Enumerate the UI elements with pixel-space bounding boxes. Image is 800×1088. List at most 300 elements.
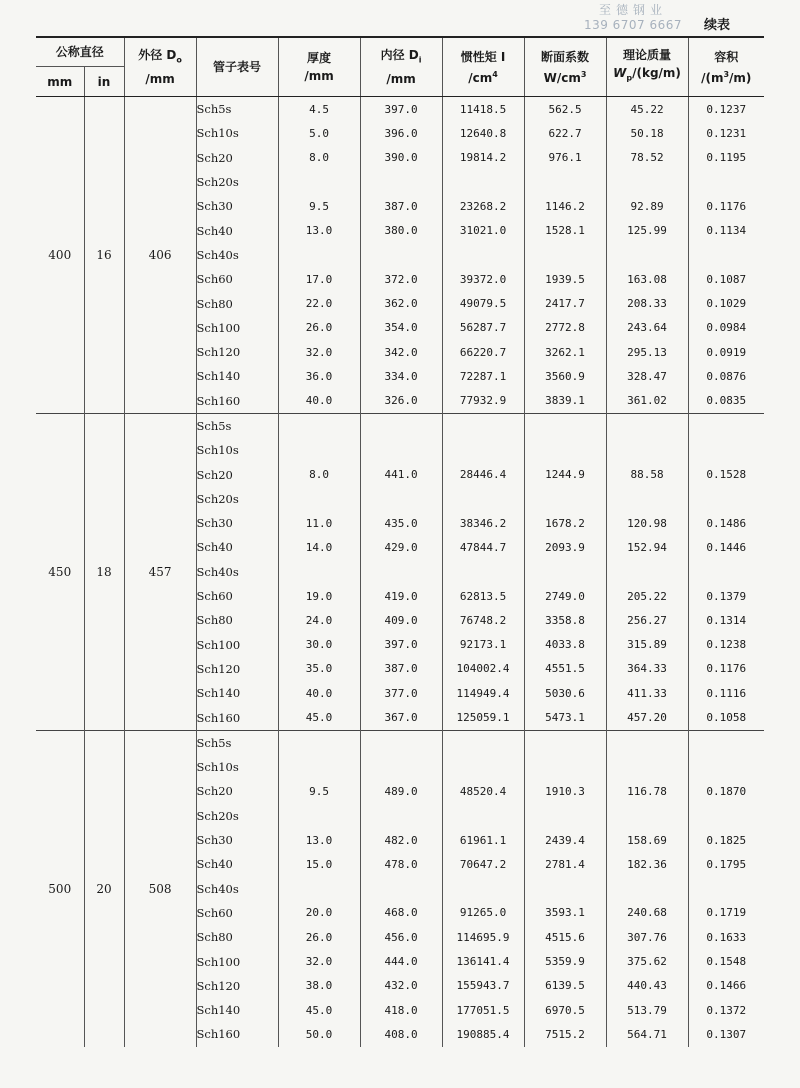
volume-cell: 0.1379 (688, 584, 764, 608)
schedule-cell: Sch30 (196, 511, 278, 535)
schedule-cell: Sch140 (196, 998, 278, 1022)
thickness-cell (278, 804, 360, 828)
inner-diameter-cell: 397.0 (360, 97, 442, 122)
section-modulus-cell (524, 243, 606, 267)
mass-cell (606, 413, 688, 438)
section-modulus-cell (524, 438, 606, 462)
volume-cell: 0.1307 (688, 1022, 764, 1046)
section-modulus-cell (524, 755, 606, 779)
schedule-cell: Sch80 (196, 608, 278, 632)
inner-diameter-cell (360, 877, 442, 901)
mass-cell: 50.18 (606, 121, 688, 145)
mass-cell (606, 243, 688, 267)
inertia-cell: 62813.5 (442, 584, 524, 608)
nominal-in-cell: 16 (84, 97, 124, 414)
section-modulus-cell: 3839.1 (524, 389, 606, 414)
thickness-cell: 35.0 (278, 657, 360, 681)
thickness-cell (278, 487, 360, 511)
watermark (568, 2, 698, 33)
nominal-mm-cell: 500 (36, 730, 84, 1046)
mm-header: mm (36, 67, 84, 97)
inner-diameter-cell: 444.0 (360, 949, 442, 973)
mass-cell: 125.99 (606, 218, 688, 242)
inertia-cell (442, 243, 524, 267)
mass-cell: 205.22 (606, 584, 688, 608)
schedule-cell: Sch60 (196, 901, 278, 925)
mass-cell: 328.47 (606, 364, 688, 388)
section-modulus-cell: 976.1 (524, 146, 606, 170)
mass-cell (606, 877, 688, 901)
schedule-cell: Sch40s (196, 560, 278, 584)
volume-cell: 0.0984 (688, 316, 764, 340)
inertia-cell: 114695.9 (442, 925, 524, 949)
inertia-cell: 49079.5 (442, 291, 524, 315)
inner-diameter-cell: 396.0 (360, 121, 442, 145)
inertia-cell: 61961.1 (442, 828, 524, 852)
section-modulus-cell: 2781.4 (524, 852, 606, 876)
volume-cell: 0.1231 (688, 121, 764, 145)
inner-diameter-cell: 342.0 (360, 340, 442, 364)
inertia-cell: 114949.4 (442, 681, 524, 705)
thickness-cell (278, 438, 360, 462)
thickness-cell: 15.0 (278, 852, 360, 876)
section-modulus-cell: 2417.7 (524, 291, 606, 315)
schedule-cell: Sch120 (196, 340, 278, 364)
mass-cell: 315.89 (606, 633, 688, 657)
inertia-cell: 76748.2 (442, 608, 524, 632)
inertia-cell (442, 730, 524, 755)
thickness-cell: 11.0 (278, 511, 360, 535)
inner-diameter-cell (360, 755, 442, 779)
in-header: in (84, 67, 124, 97)
schedule-cell: Sch20s (196, 170, 278, 194)
section-modulus-cell: 2772.8 (524, 316, 606, 340)
schedule-cell: Sch100 (196, 316, 278, 340)
thickness-cell: 40.0 (278, 389, 360, 414)
volume-cell (688, 438, 764, 462)
schedule-cell: Sch10s (196, 121, 278, 145)
mass-cell: 240.68 (606, 901, 688, 925)
inertia-cell (442, 438, 524, 462)
section-modulus-cell: 1146.2 (524, 194, 606, 218)
section-modulus-cell: 3262.1 (524, 340, 606, 364)
inertia-cell: 190885.4 (442, 1022, 524, 1046)
thickness-cell: 19.0 (278, 584, 360, 608)
inner-diameter-cell: 334.0 (360, 364, 442, 388)
mass-cell: 364.33 (606, 657, 688, 681)
inner-diameter-cell (360, 413, 442, 438)
pipe-spec-table (36, 36, 764, 1047)
volume-cell (688, 170, 764, 194)
mass-cell: 163.08 (606, 267, 688, 291)
schedule-cell: Sch5s (196, 97, 278, 122)
mass-cell (606, 804, 688, 828)
volume-cell (688, 560, 764, 584)
schedule-cell: Sch30 (196, 828, 278, 852)
mass-cell: 513.79 (606, 998, 688, 1022)
volume-cell: 0.1195 (688, 146, 764, 170)
volume-cell: 0.1446 (688, 535, 764, 559)
schedule-cell: Sch60 (196, 584, 278, 608)
thickness-cell: 38.0 (278, 974, 360, 998)
inner-diameter-cell: 372.0 (360, 267, 442, 291)
inner-diameter-cell: 387.0 (360, 657, 442, 681)
thickness-cell (278, 877, 360, 901)
table-row (36, 413, 764, 438)
table-row (36, 730, 764, 755)
thickness-cell: 14.0 (278, 535, 360, 559)
schedule-cell: Sch140 (196, 681, 278, 705)
mass-cell (606, 730, 688, 755)
inertia-cell (442, 560, 524, 584)
schedule-cell: Sch40 (196, 535, 278, 559)
inner-diameter-cell (360, 730, 442, 755)
thickness-cell: 50.0 (278, 1022, 360, 1046)
volume-cell: 0.1548 (688, 949, 764, 973)
section-modulus-cell (524, 877, 606, 901)
inner-diameter-cell: 377.0 (360, 681, 442, 705)
inner-diameter-cell: 367.0 (360, 705, 442, 730)
inertia-cell (442, 877, 524, 901)
inertia-cell (442, 487, 524, 511)
inner-diameter-cell: 441.0 (360, 462, 442, 486)
volume-cell (688, 755, 764, 779)
nominal-mm-cell: 450 (36, 413, 84, 730)
schedule-cell: Sch80 (196, 925, 278, 949)
volume-cell: 0.0876 (688, 364, 764, 388)
schedule-cell: Sch140 (196, 364, 278, 388)
section-modulus-cell: 4515.6 (524, 925, 606, 949)
schedule-cell: Sch100 (196, 949, 278, 973)
inertia-cell: 125059.1 (442, 705, 524, 730)
mass-cell: 411.33 (606, 681, 688, 705)
section-modulus-cell: 1910.3 (524, 779, 606, 803)
schedule-cell: Sch120 (196, 657, 278, 681)
volume-cell: 0.1237 (688, 97, 764, 122)
schedule-cell: Sch20 (196, 146, 278, 170)
section-modulus-cell: 4551.5 (524, 657, 606, 681)
inner-diameter-cell: 418.0 (360, 998, 442, 1022)
volume-cell: 0.0835 (688, 389, 764, 414)
mass-cell: 457.20 (606, 705, 688, 730)
mass-cell: 564.71 (606, 1022, 688, 1046)
inertia-cell: 47844.7 (442, 535, 524, 559)
inertia-cell: 77932.9 (442, 389, 524, 414)
mass-cell: 88.58 (606, 462, 688, 486)
inertia-cell (442, 804, 524, 828)
thickness-cell: 32.0 (278, 340, 360, 364)
inertia-cell: 91265.0 (442, 901, 524, 925)
mass-cell: 243.64 (606, 316, 688, 340)
volume-cell: 0.1029 (688, 291, 764, 315)
thickness-cell: 13.0 (278, 828, 360, 852)
mass-cell: 440.43 (606, 974, 688, 998)
continued-label: 续表 (704, 18, 731, 33)
inner-diameter-cell: 326.0 (360, 389, 442, 414)
volume-cell (688, 243, 764, 267)
section-modulus-cell: 1528.1 (524, 218, 606, 242)
thickness-cell: 4.5 (278, 97, 360, 122)
mass-cell: 152.94 (606, 535, 688, 559)
inertia-cell (442, 413, 524, 438)
thickness-cell: 45.0 (278, 998, 360, 1022)
mass-cell (606, 755, 688, 779)
schedule-cell: Sch40 (196, 852, 278, 876)
outer-diameter-cell: 457 (124, 413, 196, 730)
section-modulus-cell: 6970.5 (524, 998, 606, 1022)
inertia-header: 惯性矩 I $/cm^4$ (442, 37, 524, 97)
volume-cell: 0.1825 (688, 828, 764, 852)
mass-cell: 307.76 (606, 925, 688, 949)
schedule-cell: Sch5s (196, 413, 278, 438)
inner-diameter-cell (360, 243, 442, 267)
thickness-cell: 22.0 (278, 291, 360, 315)
section-modulus-cell: 3560.9 (524, 364, 606, 388)
volume-cell: 0.1633 (688, 925, 764, 949)
section-modulus-cell: 3358.8 (524, 608, 606, 632)
inner-diameter-cell (360, 170, 442, 194)
thickness-cell: 45.0 (278, 705, 360, 730)
inner-diameter-cell (360, 804, 442, 828)
inertia-cell: 104002.4 (442, 657, 524, 681)
inner-diameter-cell: 435.0 (360, 511, 442, 535)
inner-diameter-cell: 419.0 (360, 584, 442, 608)
volume-cell: 0.1058 (688, 705, 764, 730)
schedule-header: 管子表号 (196, 37, 278, 97)
thickness-cell (278, 243, 360, 267)
thickness-header: 厚度 /mm (278, 37, 360, 97)
table-body (36, 97, 764, 1047)
inner-diameter-cell (360, 487, 442, 511)
inertia-cell: 155943.7 (442, 974, 524, 998)
inertia-cell (442, 755, 524, 779)
inertia-cell: 38346.2 (442, 511, 524, 535)
mass-cell: 78.52 (606, 146, 688, 170)
volume-cell (688, 413, 764, 438)
section-modulus-header: 断面系数 $W/cm^3$ (524, 37, 606, 97)
inner-diameter-cell: 456.0 (360, 925, 442, 949)
schedule-cell: Sch20s (196, 487, 278, 511)
outer-diameter-header: 外径 $D_o$ /mm (124, 37, 196, 97)
thickness-cell: 17.0 (278, 267, 360, 291)
watermark-company: 至德钢业 (598, 3, 667, 17)
volume-cell: 0.1176 (688, 657, 764, 681)
table-row (36, 97, 764, 122)
volume-cell: 0.1372 (688, 998, 764, 1022)
inner-diameter-cell (360, 560, 442, 584)
mass-cell: 361.02 (606, 389, 688, 414)
schedule-cell: Sch120 (196, 974, 278, 998)
schedule-cell: Sch60 (196, 267, 278, 291)
section-modulus-cell: 2093.9 (524, 535, 606, 559)
section-modulus-cell (524, 804, 606, 828)
inertia-cell: 177051.5 (442, 998, 524, 1022)
nominal-in-cell: 20 (84, 730, 124, 1046)
volume-cell: 0.1870 (688, 779, 764, 803)
schedule-cell: Sch30 (196, 194, 278, 218)
section-modulus-cell: 7515.2 (524, 1022, 606, 1046)
mass-cell (606, 438, 688, 462)
mass-cell: 295.13 (606, 340, 688, 364)
thickness-cell: 36.0 (278, 364, 360, 388)
section-modulus-cell (524, 170, 606, 194)
mass-cell: 208.33 (606, 291, 688, 315)
inner-diameter-cell (360, 438, 442, 462)
outer-diameter-cell: 406 (124, 97, 196, 414)
inner-diameter-cell: 409.0 (360, 608, 442, 632)
mass-cell (606, 487, 688, 511)
volume-cell: 0.1719 (688, 901, 764, 925)
inertia-cell: 11418.5 (442, 97, 524, 122)
volume-cell: 0.1087 (688, 267, 764, 291)
table-header (36, 37, 764, 97)
thickness-cell (278, 413, 360, 438)
inner-diameter-cell: 397.0 (360, 633, 442, 657)
inner-diameter-cell: 387.0 (360, 194, 442, 218)
mass-header: 理论质量 $W_p/(kg/m)$ (606, 37, 688, 97)
section-modulus-cell: 2439.4 (524, 828, 606, 852)
volume-cell: 0.1528 (688, 462, 764, 486)
thickness-cell: 13.0 (278, 218, 360, 242)
schedule-cell: Sch10s (196, 755, 278, 779)
mass-cell: 158.69 (606, 828, 688, 852)
thickness-cell (278, 560, 360, 584)
schedule-cell: Sch80 (196, 291, 278, 315)
inner-diameter-header: 内径 $D_i$ /mm (360, 37, 442, 97)
inner-diameter-cell: 432.0 (360, 974, 442, 998)
section-modulus-cell: 5030.6 (524, 681, 606, 705)
volume-cell (688, 730, 764, 755)
schedule-cell: Sch40s (196, 877, 278, 901)
inertia-cell: 31021.0 (442, 218, 524, 242)
volume-header: 容积 $/(m^3/m)$ (688, 37, 764, 97)
section-modulus-cell: 622.7 (524, 121, 606, 145)
inertia-cell: 56287.7 (442, 316, 524, 340)
schedule-cell: Sch20s (196, 804, 278, 828)
schedule-cell: Sch100 (196, 633, 278, 657)
inner-diameter-cell: 429.0 (360, 535, 442, 559)
section-modulus-cell: 6139.5 (524, 974, 606, 998)
inner-diameter-cell: 478.0 (360, 852, 442, 876)
inertia-cell: 66220.7 (442, 340, 524, 364)
schedule-cell: Sch10s (196, 438, 278, 462)
thickness-cell: 8.0 (278, 146, 360, 170)
section-modulus-cell: 5359.9 (524, 949, 606, 973)
schedule-cell: Sch160 (196, 389, 278, 414)
schedule-cell: Sch40s (196, 243, 278, 267)
section-modulus-cell (524, 487, 606, 511)
inner-diameter-cell: 362.0 (360, 291, 442, 315)
thickness-cell: 26.0 (278, 925, 360, 949)
inertia-cell: 19814.2 (442, 146, 524, 170)
mass-cell: 120.98 (606, 511, 688, 535)
volume-cell: 0.1795 (688, 852, 764, 876)
section-modulus-cell: 1939.5 (524, 267, 606, 291)
volume-cell: 0.1486 (688, 511, 764, 535)
schedule-cell: Sch160 (196, 705, 278, 730)
inner-diameter-cell: 390.0 (360, 146, 442, 170)
inner-diameter-cell: 468.0 (360, 901, 442, 925)
thickness-cell: 30.0 (278, 633, 360, 657)
mass-cell: 182.36 (606, 852, 688, 876)
section-modulus-cell: 4033.8 (524, 633, 606, 657)
inertia-cell: 28446.4 (442, 462, 524, 486)
thickness-cell: 9.5 (278, 779, 360, 803)
volume-cell: 0.1314 (688, 608, 764, 632)
mass-cell: 375.62 (606, 949, 688, 973)
mass-cell (606, 170, 688, 194)
thickness-cell: 32.0 (278, 949, 360, 973)
watermark-phone: 139 6707 6667 (583, 18, 683, 32)
mass-cell (606, 560, 688, 584)
mass-cell: 256.27 (606, 608, 688, 632)
section-modulus-cell: 1678.2 (524, 511, 606, 535)
inner-diameter-cell: 489.0 (360, 779, 442, 803)
volume-cell: 0.1238 (688, 633, 764, 657)
thickness-cell: 8.0 (278, 462, 360, 486)
nominal-mm-cell: 400 (36, 97, 84, 414)
thickness-cell: 26.0 (278, 316, 360, 340)
section-modulus-cell (524, 730, 606, 755)
inner-diameter-cell: 380.0 (360, 218, 442, 242)
volume-cell: 0.1466 (688, 974, 764, 998)
inertia-cell: 12640.8 (442, 121, 524, 145)
thickness-cell (278, 755, 360, 779)
thickness-cell: 20.0 (278, 901, 360, 925)
volume-cell: 0.1134 (688, 218, 764, 242)
volume-cell (688, 804, 764, 828)
inner-diameter-cell: 354.0 (360, 316, 442, 340)
section-modulus-cell: 562.5 (524, 97, 606, 122)
section-modulus-cell: 5473.1 (524, 705, 606, 730)
inertia-cell: 48520.4 (442, 779, 524, 803)
section-modulus-cell (524, 560, 606, 584)
nominal-in-cell: 18 (84, 413, 124, 730)
schedule-cell: Sch5s (196, 730, 278, 755)
schedule-cell: Sch160 (196, 1022, 278, 1046)
inertia-cell (442, 170, 524, 194)
outer-diameter-cell: 508 (124, 730, 196, 1046)
thickness-cell: 9.5 (278, 194, 360, 218)
inertia-cell: 136141.4 (442, 949, 524, 973)
thickness-cell: 5.0 (278, 121, 360, 145)
thickness-cell (278, 170, 360, 194)
inertia-cell: 72287.1 (442, 364, 524, 388)
inertia-cell: 70647.2 (442, 852, 524, 876)
section-modulus-cell: 1244.9 (524, 462, 606, 486)
thickness-cell: 40.0 (278, 681, 360, 705)
volume-cell (688, 487, 764, 511)
inner-diameter-cell: 482.0 (360, 828, 442, 852)
volume-cell (688, 877, 764, 901)
section-modulus-cell (524, 413, 606, 438)
schedule-cell: Sch40 (196, 218, 278, 242)
inner-diameter-cell: 408.0 (360, 1022, 442, 1046)
volume-cell: 0.0919 (688, 340, 764, 364)
volume-cell: 0.1176 (688, 194, 764, 218)
volume-cell: 0.1116 (688, 681, 764, 705)
mass-cell: 116.78 (606, 779, 688, 803)
mass-cell: 92.89 (606, 194, 688, 218)
inertia-cell: 92173.1 (442, 633, 524, 657)
section-modulus-cell: 3593.1 (524, 901, 606, 925)
section-modulus-cell: 2749.0 (524, 584, 606, 608)
schedule-cell: Sch20 (196, 779, 278, 803)
inertia-cell: 39372.0 (442, 267, 524, 291)
inertia-cell: 23268.2 (442, 194, 524, 218)
mass-cell: 45.22 (606, 97, 688, 122)
thickness-cell: 24.0 (278, 608, 360, 632)
